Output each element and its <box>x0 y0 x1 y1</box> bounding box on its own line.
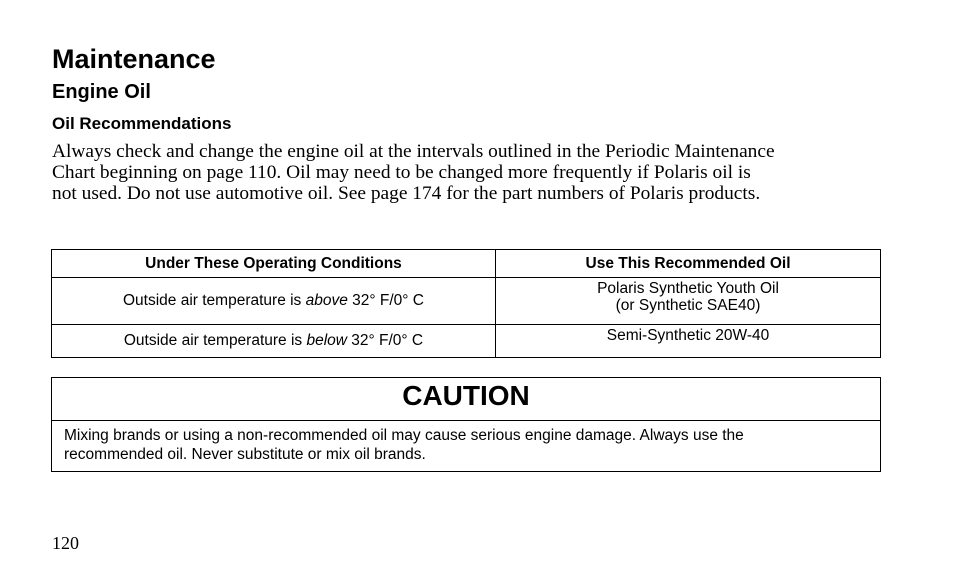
column-header-oil: Use This Recommended Oil <box>496 250 881 278</box>
condition-prefix: Outside air temperature is <box>122 292 306 309</box>
body-line: not used. Do not use automotive oil. See page 174 for the part numbers of Polaris products. <box>52 183 761 204</box>
condition-emphasis: above <box>305 292 348 309</box>
oil-recommendation-table <box>51 249 881 358</box>
table-row <box>52 325 881 358</box>
body-line: Always check and change the engine oil at the intervals outlined in the Periodic Maintenance <box>52 141 775 162</box>
caution-box <box>51 377 881 472</box>
condition-cell <box>52 325 496 358</box>
table-header-row <box>52 250 881 278</box>
oil-cell <box>496 325 881 358</box>
page-number: 120 <box>52 533 79 553</box>
caution-title: CAUTION <box>52 378 880 421</box>
column-header-conditions: Under These Operating Conditions <box>52 250 496 278</box>
caution-text <box>52 421 880 464</box>
condition-suffix: 32° F/0° C <box>346 332 424 349</box>
table-row <box>52 278 881 325</box>
oil-cell <box>496 278 881 325</box>
topic-title: Oil Recommendations <box>52 114 232 133</box>
condition-emphasis: below <box>306 332 347 349</box>
body-paragraph <box>52 141 892 204</box>
caution-line: recommended oil. Never substitute or mix oil brands. <box>64 446 426 463</box>
oil-line: Polaris Synthetic Youth Oil <box>597 280 779 297</box>
condition-cell <box>52 278 496 325</box>
oil-line: Semi-Synthetic 20W-40 <box>606 327 770 344</box>
section-title: Maintenance <box>52 44 216 74</box>
condition-prefix: Outside air temperature is <box>123 332 307 349</box>
body-line: Chart beginning on page 110. Oil may need to be changed more frequently if Polaris oil is <box>52 162 751 183</box>
oil-line: (or Synthetic SAE40) <box>615 297 761 314</box>
condition-suffix: 32° F/0° C <box>347 292 425 309</box>
caution-line: Mixing brands or using a non-recommended oil may cause serious engine damage. Always use the <box>64 427 744 444</box>
subsection-title: Engine Oil <box>52 81 151 103</box>
